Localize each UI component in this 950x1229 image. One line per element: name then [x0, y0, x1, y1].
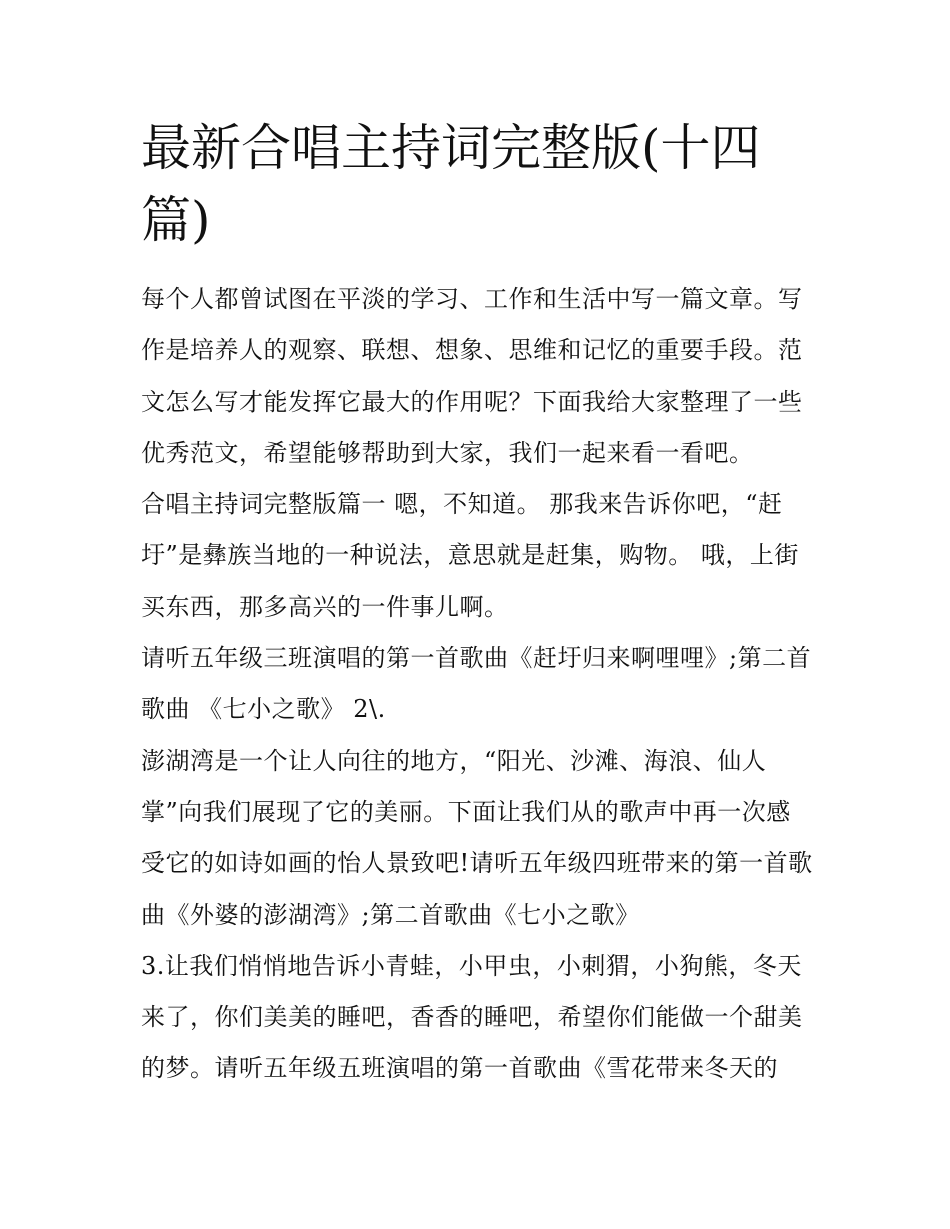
paragraph-intro: 每个人都曾试图在平淡的学习、工作和生活中写一篇文章。写作是培养人的观察、联想、想象、思维和记忆的重要手段。范文怎么写才能发挥它最大的作用呢？下面我给大家整理了一些优秀范文，希望能够帮助到大家，我们一起来看一看吧。 — [141, 285, 803, 467]
paragraph-class-three: 请听五年级三班演唱的第一首歌曲《赶圩归来啊哩哩》;第二首歌曲 《七小之歌》 2\. — [141, 644, 812, 724]
paragraph-class-five: 3.让我们悄悄地告诉小青蛙，小甲虫，小刺猬，小狗熊，冬天来了，你们美美的睡吧，香香的睡吧，希望你们能做一个甜美的梦。请听五年级五班演唱的第一首歌曲《雪花带来冬天的 — [141, 951, 803, 1083]
document-body — [141, 274, 813, 1095]
paragraph-class-four: 澎湖湾是一个让人向往的地方，“阳光、沙滩、海浪、仙人掌”向我们展现了它的美丽。下面让我们从的歌声中再一次感受它的如诗如画的怡人景致吧!请听五年级四班带来的第一首歌曲《外婆的澎湖湾》;第二首歌曲《七小之歌》 — [141, 746, 813, 929]
document-title: 最新合唱主持词完整版(十四篇) — [141, 119, 761, 249]
paragraph-part-one: 合唱主持词完整版篇一 嗯，不知道。 那我来告诉你吧，“赶圩”是彝族当地的一种说法，意思就是赶集，购物。 哦，上街买东西，那多高兴的一件事儿啊。 — [141, 490, 799, 621]
